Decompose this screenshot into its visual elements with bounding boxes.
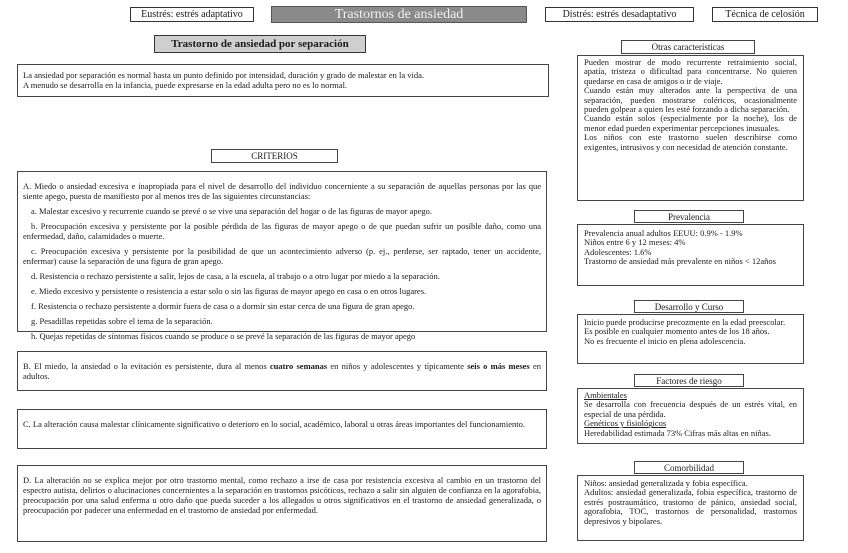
prevalencia-item: Prevalencia anual adultos EEUU: 0.9% - 1.9% <box>584 228 743 238</box>
riesgo-label: Factores de riesgo <box>634 374 744 387</box>
intro-line-1: La ansiedad por separación es normal hasta un punto definido por intensidad, duración y grado de malestar en la vida. <box>23 70 425 80</box>
comorbilidad-box <box>577 475 804 541</box>
comorbilidad-label: Comorbilidad <box>634 461 744 474</box>
criterion-b-text-end: en adultos. <box>23 361 541 381</box>
criterion-a-box <box>17 171 547 341</box>
otras-item: Pueden mostrar de modo recurrente retraimiento social, apatía, tristeza o dificultad para concentrarse. No quieren quedarse en casa de amigos o ir de viaje. <box>584 57 797 86</box>
desarrollo-item: Inicio puede producirse precozmente en la edad preescolar. <box>584 317 786 327</box>
prevalencia-item: Trastorno de ansiedad más prevalente en niños < 12años <box>584 256 776 267</box>
riesgo-ambientales-text: Se desarrolla con frecuencia después de un estrés vital, en especial de una pérdida. <box>584 399 797 419</box>
criterion-b-duration-adults: seis o más meses <box>467 361 530 371</box>
riesgo-box <box>577 388 804 444</box>
nav-title-active[interactable]: Trastornos de ansiedad <box>271 6 527 23</box>
criterion-a-item: a. Malestar excesivo y recurrente cuando se prevé o se vive una separación del hogar o de las figuras de mayor apego. <box>31 206 432 216</box>
prevalencia-item: Niños entre 6 y 12 meses: 4% <box>584 237 686 248</box>
prevalencia-item: Adolescentes: 1.6% <box>584 246 652 257</box>
comorbilidad-item: Adultos: ansiedad generalizada, fobia específica, trastorno de estrés postraumático, trastorno de pánico, ansiedad social, agorafobia, TOC, trastornos de personalidad, trastornos depresivos y bipolares. <box>584 487 797 526</box>
criterion-b-box <box>17 351 547 391</box>
criterion-b-text-mid: en niños y adolescentes y típicamente <box>327 361 468 371</box>
criterion-c-box <box>17 409 547 449</box>
desarrollo-item: Es posible en cualquier momento antes de los 18 años. <box>584 326 770 337</box>
page-title: Trastorno de ansiedad por separación <box>154 35 366 53</box>
criterion-a-item: c. Preocupación excesiva y persistente por la posibilidad de que un acontecimiento adverso (p. ej., perderse, ser raptado, tener un accidente, enfermar) cause la separación de una figura de gran apego. <box>23 246 541 266</box>
desarrollo-label: Desarrollo y Curso <box>634 300 744 313</box>
nav-tecnica[interactable]: Técnica de celosión <box>712 7 818 22</box>
criterion-a-item: e. Miedo excesivo y persistente o resistencia a estar solo o sin las figuras de mayor apego en casa o en otros lugares. <box>31 286 427 296</box>
criterion-a-item: g. Pesadillas repetidas sobre el tema de la separación. <box>31 316 213 326</box>
criterion-a-item: d. Resistencia o rechazo persistente a salir, lejos de casa, a la escuela, al trabajo o a otro lugar por miedo a la separación. <box>31 271 440 281</box>
criterion-b-text: B. El miedo, la ansiedad o la evitación es persistente, dura al menos <box>23 361 270 371</box>
intro-line-2: A menudo se desarrolla en la infancia, puede expresarse en la edad adulta pero no es lo normal. <box>23 80 348 90</box>
comorbilidad-item: Niños: ansiedad generalizada y fobia específica. <box>584 478 748 488</box>
criterion-b-duration-children: cuatro semanas <box>269 361 328 371</box>
riesgo-geneticos-title: Genéticos y fisiológicos <box>584 418 667 429</box>
desarrollo-box <box>577 314 804 364</box>
criterion-c-text: C. La alteración causa malestar clínicamente significativo o deterioro en lo social, académico, laboral u otras áreas importantes del funcionamiento. <box>23 419 526 429</box>
desarrollo-item: No es frecuente el inicio en plena adolescencia. <box>584 335 746 346</box>
criteria-label: CRITERIOS <box>211 149 338 163</box>
criterion-a-item: f. Resistencia o rechazo persistente a dormir fuera de casa o a dormir sin estar cerca de una figura de gran apego. <box>31 301 415 311</box>
prevalencia-label: Prevalencia <box>634 210 744 223</box>
otras-item: Cuando están muy alterados ante la perspectiva de una separación, pueden mostrarse coléricos, ocasionalmente pueden golpear a quien les esté forzando a dicha separación. <box>584 85 797 115</box>
criterion-a-item: h. Quejas repetidas de síntomas físicos cuando se produce o se prevé la separación de las figuras de mayor apego <box>31 331 416 341</box>
criterion-d-text: D. La alteración no se explica mejor por otro trastorno mental, como rechazo a irse de casa por resistencia excesiva al cambio en un trastorno del espectro autista, delirios o alucinaciones concernientes a la separación en trastornos psicóticos, rechazo a salir sin alguien de confianza en la agorafobia, preocupación por una salud enferma u otro daño que pueda suceder a los allegados u otros significativos en el trastorno de ansiedad generalizada, o preocupación por padecer una enfermedad en el trastorno de ansiedad por enfermedad. <box>23 475 541 515</box>
prevalencia-box <box>577 224 804 286</box>
criterion-a-text: A. Miedo o ansiedad excesiva e inapropiada para el nivel de desarrollo del individuo concerniente a su separación de aquellas personas por las que siente apego, puesta de manifiesto por al menos tres de las siguientes circunstancias: <box>23 181 541 201</box>
nav-eustres[interactable]: Eustrés: estrés adaptativo <box>130 7 254 22</box>
riesgo-geneticos-text: Heredabilidad estimada 73% Cifras más altas en niñas. <box>584 427 771 438</box>
intro-box <box>17 64 549 97</box>
criterion-d-box <box>17 465 547 542</box>
otras-item: Los niños con este trastorno suelen describirse como exigentes, intrusivos y con necesidad de atención constante. <box>584 132 797 152</box>
riesgo-ambientales-title: Ambientales <box>584 390 627 400</box>
otras-label: Otras características <box>621 40 755 54</box>
otras-box <box>577 55 804 201</box>
otras-item: Cuando están solos (especialmente por la noche), los de menor edad pueden experimentar percepciones inusuales. <box>584 113 797 133</box>
criterion-a-item: b. Preocupación excesiva y persistente por la posible pérdida de las figuras de mayor apego o de que puedan sufrir un posible daño, como una enfermedad, daño, calamidades o muerte. <box>23 221 541 241</box>
nav-distres[interactable]: Distrés: estrés desadaptativo <box>545 7 694 22</box>
